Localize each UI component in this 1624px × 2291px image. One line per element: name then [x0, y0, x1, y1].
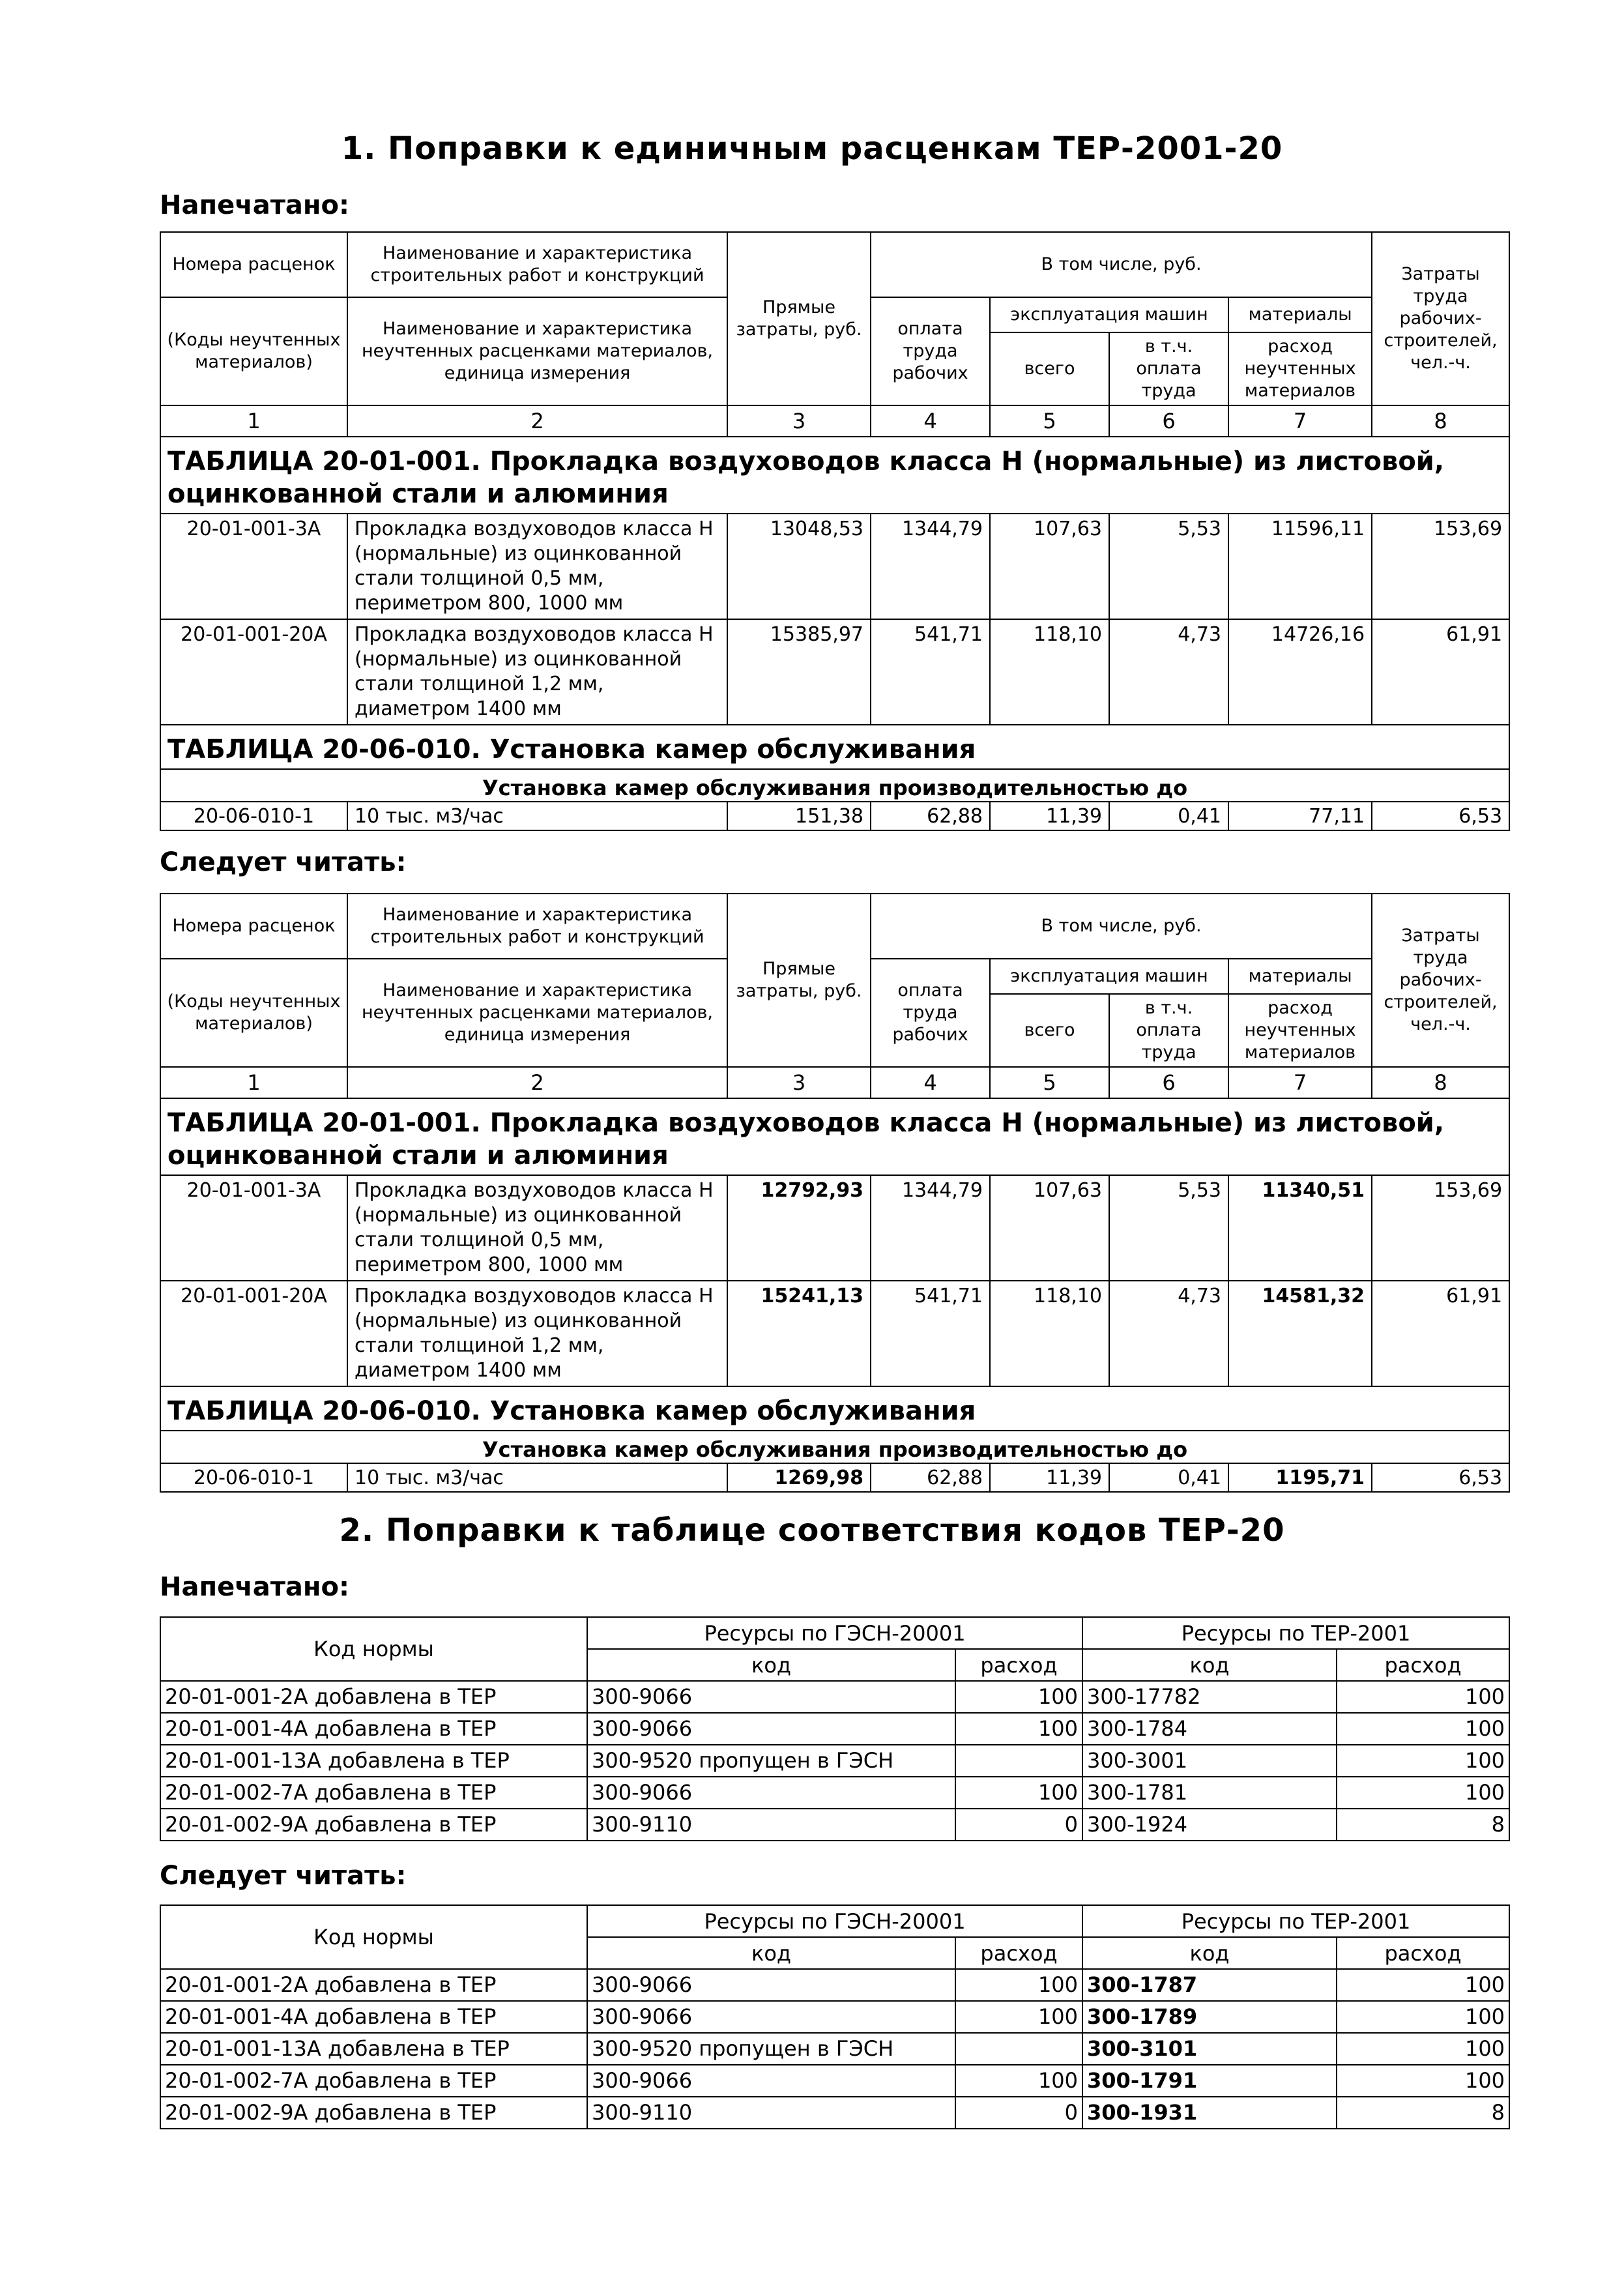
norm-code: 20-01-001-2А добавлена в ТЕР — [160, 1681, 587, 1713]
codes-table-printed — [160, 1616, 1510, 1841]
col-num: 3 — [727, 405, 871, 437]
col-num: 6 — [1109, 1067, 1228, 1098]
rate-name: Прокладка воздуховодов класса Н (нормальные) из оцинкованной стали толщиной 0,5 мм, периметром 800, 1000 мм — [347, 1175, 727, 1281]
gesn-code: 300-9066 — [587, 1777, 955, 1809]
table-row — [160, 1969, 1509, 2001]
ter-usage: 8 — [1337, 2097, 1509, 2129]
table-row — [160, 1745, 1509, 1777]
labor-hours: 6,53 — [1372, 1463, 1509, 1492]
table-subtitle: Установка камер обслуживания производительностью до — [160, 769, 1509, 802]
labor-pay: 541,71 — [871, 619, 990, 725]
hdr-including: В том числе, руб. — [871, 232, 1372, 297]
hdr-usage: расход — [955, 1649, 1082, 1681]
ter-usage: 100 — [1337, 2033, 1509, 2065]
rate-name: Прокладка воздуховодов класса Н (нормальные) из оцинкованной стали толщиной 1,2 мм, диаметром 1400 мм — [347, 619, 727, 725]
table-row — [160, 1681, 1509, 1713]
ter-code: 300-1789 — [1082, 2001, 1337, 2033]
table-row — [160, 802, 1509, 830]
gesn-code: 300-9066 — [587, 2065, 955, 2097]
ter-code: 300-1791 — [1082, 2065, 1337, 2097]
machine-total: 11,39 — [990, 802, 1109, 830]
labor-pay: 1344,79 — [871, 1175, 990, 1281]
hdr-code: код — [1082, 1649, 1337, 1681]
ter-code: 300-1787 — [1082, 1969, 1337, 2001]
gesn-usage — [955, 1745, 1082, 1777]
hdr-usage: расход — [955, 1937, 1082, 1969]
col-num: 4 — [871, 405, 990, 437]
labor-hours: 61,91 — [1372, 1281, 1509, 1386]
col-num: 8 — [1372, 1067, 1509, 1098]
gesn-usage: 100 — [955, 2065, 1082, 2097]
labor-hours: 61,91 — [1372, 619, 1509, 725]
table-row — [160, 1777, 1509, 1809]
printed-label: Напечатано: — [160, 1572, 349, 1602]
rate-name: Прокладка воздуховодов класса Н (нормальные) из оцинкованной стали толщиной 1,2 мм, диаметром 1400 мм — [347, 1281, 727, 1386]
corrected-label: Следует читать: — [160, 1861, 407, 1891]
direct-cost: 13048,53 — [727, 514, 871, 619]
hdr-norm-code: Код нормы — [160, 1905, 587, 1969]
hdr-col2-bottom: Наименование и характеристика неучтенных расценками материалов, единица измерения — [347, 959, 727, 1067]
gesn-code: 300-9520 пропущен в ГЭСН — [587, 2033, 955, 2065]
labor-pay: 1344,79 — [871, 514, 990, 619]
hdr-gesn: Ресурсы по ГЭСН-20001 — [587, 1905, 1082, 1937]
col-num: 5 — [990, 1067, 1109, 1098]
table-title: ТАБЛИЦА 20-06-010. Установка камер обслуживания — [160, 725, 1509, 769]
rate-name: Прокладка воздуховодов класса Н (нормальные) из оцинкованной стали толщиной 0,5 мм, периметром 800, 1000 мм — [347, 514, 727, 619]
hdr-machine-ops: эксплуатация машин — [990, 959, 1228, 994]
gesn-code: 300-9110 — [587, 2097, 955, 2129]
rate-code: 20-01-001-3А — [160, 1175, 347, 1281]
ter-usage: 100 — [1337, 1777, 1509, 1809]
direct-cost: 15385,97 — [727, 619, 871, 725]
col-num: 3 — [727, 1067, 871, 1098]
gesn-usage: 0 — [955, 1809, 1082, 1841]
rate-code: 20-06-010-1 — [160, 1463, 347, 1492]
hdr-materials: материалы — [1228, 297, 1372, 332]
table-subtitle: Установка камер обслуживания производительностью до — [160, 1431, 1509, 1463]
norm-code: 20-01-002-7А добавлена в ТЕР — [160, 1777, 587, 1809]
hdr-labor-cost: Затраты труда рабочих-строителей, чел.-ч. — [1372, 894, 1509, 1067]
rate-name: 10 тыс. м3/час — [347, 1463, 727, 1492]
col-num: 6 — [1109, 405, 1228, 437]
table-title: ТАБЛИЦА 20-06-010. Установка камер обслуживания — [160, 1386, 1509, 1431]
table-row — [160, 619, 1509, 725]
ter-usage: 8 — [1337, 1809, 1509, 1841]
hdr-ter: Ресурсы по ТЕР-2001 — [1082, 1905, 1509, 1937]
materials: 1195,71 — [1228, 1463, 1372, 1492]
ter-code: 300-3101 — [1082, 2033, 1337, 2065]
col-num: 7 — [1228, 1067, 1372, 1098]
table-row — [160, 1175, 1509, 1281]
col-num: 2 — [347, 405, 727, 437]
direct-cost: 12792,93 — [727, 1175, 871, 1281]
ter-code: 300-1931 — [1082, 2097, 1337, 2129]
col-num: 2 — [347, 1067, 727, 1098]
rate-code: 20-01-001-3А — [160, 514, 347, 619]
direct-cost: 15241,13 — [727, 1281, 871, 1386]
ter-usage: 100 — [1337, 1745, 1509, 1777]
hdr-unaccounted: расход неучтенных материалов — [1228, 994, 1372, 1067]
ter-usage: 100 — [1337, 1713, 1509, 1745]
hdr-labor-pay: оплата труда рабочих — [871, 959, 990, 1067]
hdr-total: всего — [990, 994, 1109, 1067]
norm-code: 20-01-002-9А добавлена в ТЕР — [160, 2097, 587, 2129]
hdr-labor-pay: оплата труда рабочих — [871, 297, 990, 405]
rates-table-printed — [160, 231, 1510, 831]
table-title: ТАБЛИЦА 20-01-001. Прокладка воздуховодов класса Н (нормальные) из листовой, оцинкованной стали и алюминия — [160, 1098, 1509, 1175]
materials: 14726,16 — [1228, 619, 1372, 725]
hdr-col1-bottom: (Коды неучтенных материалов) — [160, 959, 347, 1067]
gesn-usage: 0 — [955, 2097, 1082, 2129]
corrected-label: Следует читать: — [160, 847, 407, 877]
materials: 11340,51 — [1228, 1175, 1372, 1281]
hdr-total: всего — [990, 332, 1109, 405]
hdr-labor-cost: Затраты труда рабочих-строителей, чел.-ч. — [1372, 232, 1509, 405]
table-row — [160, 2001, 1509, 2033]
labor-hours: 153,69 — [1372, 514, 1509, 619]
hdr-code: код — [587, 1937, 955, 1969]
machine-total: 107,63 — [990, 1175, 1109, 1281]
direct-cost: 151,38 — [727, 802, 871, 830]
materials: 14581,32 — [1228, 1281, 1372, 1386]
rates-table-corrected — [160, 893, 1510, 1493]
hdr-machine-ops: эксплуатация машин — [990, 297, 1228, 332]
gesn-usage — [955, 2033, 1082, 2065]
table-row — [160, 2097, 1509, 2129]
rate-code: 20-01-001-20А — [160, 619, 347, 725]
direct-cost: 1269,98 — [727, 1463, 871, 1492]
rate-name: 10 тыс. м3/час — [347, 802, 727, 830]
hdr-col2-top: Наименование и характеристика строительных работ и конструкций — [347, 232, 727, 297]
machine-total: 107,63 — [990, 514, 1109, 619]
labor-pay: 62,88 — [871, 802, 990, 830]
table-row — [160, 1713, 1509, 1745]
ter-code: 300-1781 — [1082, 1777, 1337, 1809]
hdr-col1-top: Номера расценок — [160, 894, 347, 959]
hdr-incl-labor: в т.ч. оплата труда — [1109, 332, 1228, 405]
machine-labor: 5,53 — [1109, 514, 1228, 619]
section1-title: 1. Поправки к единичным расценкам ТЕР-2001-20 — [341, 130, 1283, 167]
gesn-code: 300-9066 — [587, 1713, 955, 1745]
norm-code: 20-01-001-13А добавлена в ТЕР — [160, 2033, 587, 2065]
hdr-including: В том числе, руб. — [871, 894, 1372, 959]
hdr-col1-bottom: (Коды неучтенных материалов) — [160, 297, 347, 405]
ter-code: 300-1924 — [1082, 1809, 1337, 1841]
table-row — [160, 1463, 1509, 1492]
gesn-usage: 100 — [955, 2001, 1082, 2033]
ter-usage: 100 — [1337, 2001, 1509, 2033]
printed-label: Напечатано: — [160, 190, 349, 220]
hdr-materials: материалы — [1228, 959, 1372, 994]
hdr-code: код — [1082, 1937, 1337, 1969]
table-row — [160, 1809, 1509, 1841]
ter-code: 300-3001 — [1082, 1745, 1337, 1777]
hdr-ter: Ресурсы по ТЕР-2001 — [1082, 1617, 1509, 1649]
machine-labor: 4,73 — [1109, 619, 1228, 725]
table-row — [160, 2065, 1509, 2097]
hdr-usage: расход — [1337, 1649, 1509, 1681]
labor-hours: 153,69 — [1372, 1175, 1509, 1281]
ter-code: 300-1784 — [1082, 1713, 1337, 1745]
table-row — [160, 2033, 1509, 2065]
col-num: 8 — [1372, 405, 1509, 437]
col-num: 5 — [990, 405, 1109, 437]
machine-total: 118,10 — [990, 1281, 1109, 1386]
machine-total: 118,10 — [990, 619, 1109, 725]
machine-labor: 4,73 — [1109, 1281, 1228, 1386]
ter-usage: 100 — [1337, 1969, 1509, 2001]
rate-code: 20-06-010-1 — [160, 802, 347, 830]
norm-code: 20-01-001-4А добавлена в ТЕР — [160, 2001, 587, 2033]
gesn-code: 300-9520 пропущен в ГЭСН — [587, 1745, 955, 1777]
col-num: 7 — [1228, 405, 1372, 437]
ter-code: 300-17782 — [1082, 1681, 1337, 1713]
machine-labor: 5,53 — [1109, 1175, 1228, 1281]
hdr-col2-top: Наименование и характеристика строительных работ и конструкций — [347, 894, 727, 959]
machine-total: 11,39 — [990, 1463, 1109, 1492]
rate-code: 20-01-001-20А — [160, 1281, 347, 1386]
gesn-code: 300-9066 — [587, 2001, 955, 2033]
table-row — [160, 1281, 1509, 1386]
gesn-usage: 100 — [955, 1713, 1082, 1745]
norm-code: 20-01-001-2А добавлена в ТЕР — [160, 1969, 587, 2001]
machine-labor: 0,41 — [1109, 802, 1228, 830]
col-num: 1 — [160, 405, 347, 437]
ter-usage: 100 — [1337, 1681, 1509, 1713]
materials: 77,11 — [1228, 802, 1372, 830]
hdr-col2-bottom: Наименование и характеристика неучтенных расценками материалов, единица измерения — [347, 297, 727, 405]
table-row — [160, 514, 1509, 619]
gesn-code: 300-9110 — [587, 1809, 955, 1841]
section2-title: 2. Поправки к таблице соответствия кодов ТЕР-20 — [339, 1512, 1285, 1549]
norm-code: 20-01-002-7А добавлена в ТЕР — [160, 2065, 587, 2097]
col-num: 1 — [160, 1067, 347, 1098]
hdr-gesn: Ресурсы по ГЭСН-20001 — [587, 1617, 1082, 1649]
norm-code: 20-01-001-13А добавлена в ТЕР — [160, 1745, 587, 1777]
norm-code: 20-01-002-9А добавлена в ТЕР — [160, 1809, 587, 1841]
ter-usage: 100 — [1337, 2065, 1509, 2097]
hdr-incl-labor: в т.ч. оплата труда — [1109, 994, 1228, 1067]
gesn-code: 300-9066 — [587, 1681, 955, 1713]
hdr-code: код — [587, 1649, 955, 1681]
hdr-col1-top: Номера расценок — [160, 232, 347, 297]
hdr-unaccounted: расход неучтенных материалов — [1228, 332, 1372, 405]
labor-pay: 541,71 — [871, 1281, 990, 1386]
labor-hours: 6,53 — [1372, 802, 1509, 830]
gesn-usage: 100 — [955, 1777, 1082, 1809]
labor-pay: 62,88 — [871, 1463, 990, 1492]
codes-table-corrected — [160, 1904, 1510, 2129]
hdr-direct-costs: Прямые затраты, руб. — [727, 894, 871, 1067]
hdr-usage: расход — [1337, 1937, 1509, 1969]
col-num: 4 — [871, 1067, 990, 1098]
gesn-usage: 100 — [955, 1969, 1082, 2001]
hdr-direct-costs: Прямые затраты, руб. — [727, 232, 871, 405]
norm-code: 20-01-001-4А добавлена в ТЕР — [160, 1713, 587, 1745]
materials: 11596,11 — [1228, 514, 1372, 619]
hdr-norm-code: Код нормы — [160, 1617, 587, 1681]
table-title: ТАБЛИЦА 20-01-001. Прокладка воздуховодов класса Н (нормальные) из листовой, оцинкованной стали и алюминия — [160, 437, 1509, 514]
gesn-code: 300-9066 — [587, 1969, 955, 2001]
gesn-usage: 100 — [955, 1681, 1082, 1713]
machine-labor: 0,41 — [1109, 1463, 1228, 1492]
